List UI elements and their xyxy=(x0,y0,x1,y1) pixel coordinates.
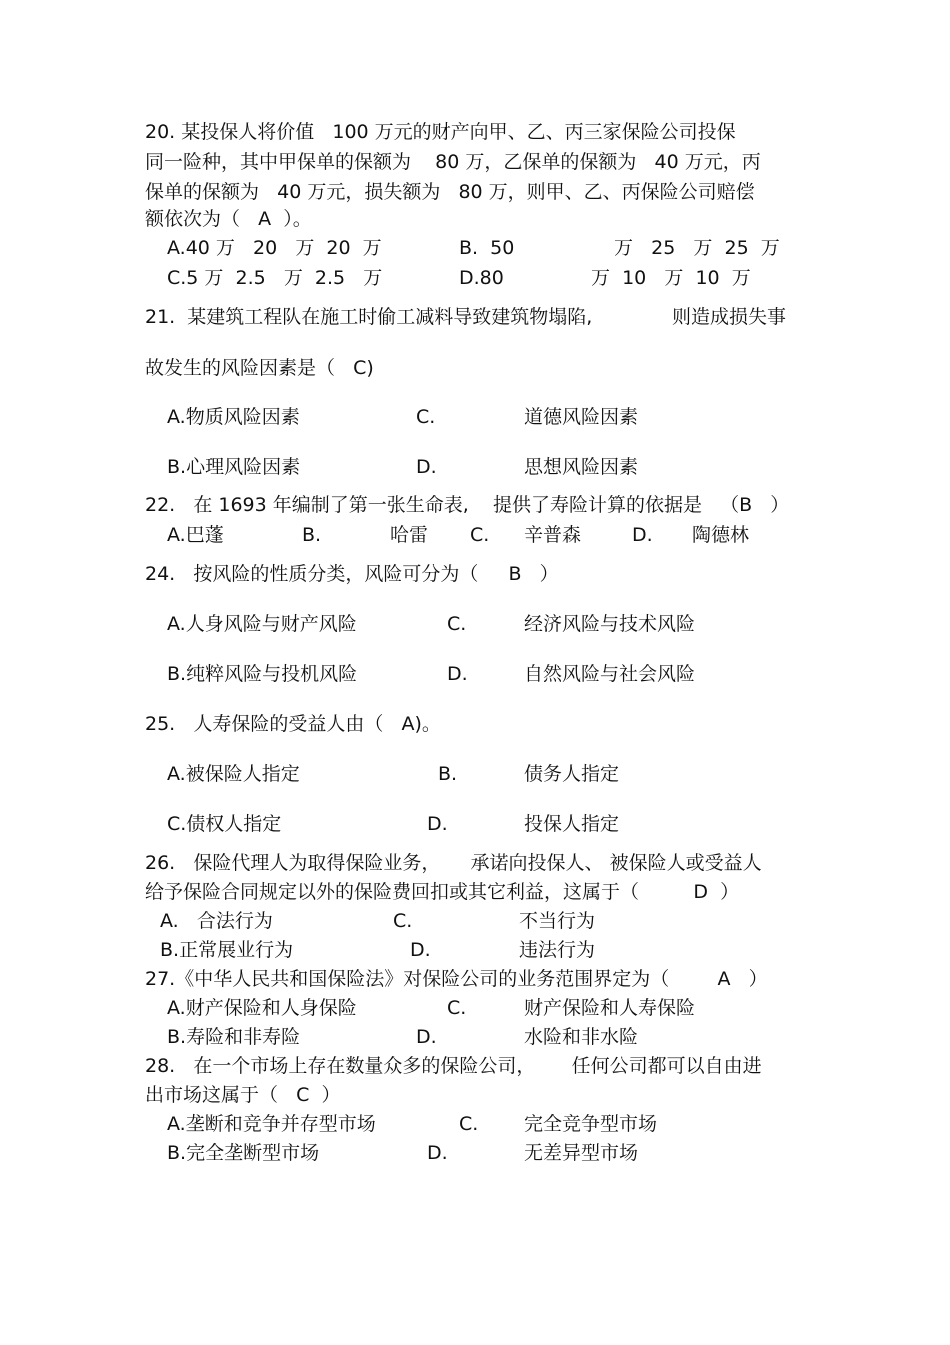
q24-line-1: 24. 按风险的性质分类，风险可分为（ B ） xyxy=(145,563,559,585)
q26-option-d-letter: D. xyxy=(410,939,431,961)
q21-option-c: 道德风险因素 xyxy=(524,406,639,428)
q26-option-d: 违法行为 xyxy=(519,939,596,961)
q20-option-d-cont: 万 10 万 10 万 xyxy=(591,267,751,289)
q25-option-b-letter: B. xyxy=(438,763,458,785)
q24-option-c-letter: C. xyxy=(447,613,467,635)
q20-line-2: 同一险种，其中甲保单的保额为 80 万，乙保单的保额为 40 万元，丙 xyxy=(145,151,761,173)
q28-option-d: 无差异型市场 xyxy=(524,1142,639,1164)
q27-option-a: A.财产保险和人身保险 xyxy=(167,997,357,1019)
q24-option-b: B.纯粹风险与投机风险 xyxy=(167,663,358,685)
q22-option-b: 哈雷 xyxy=(390,524,429,546)
q20-option-c: C.5 万 2.5 万 2.5 万 xyxy=(167,267,383,289)
q21-option-b: B.心理风险因素 xyxy=(167,456,301,478)
q27-option-b: B.寿险和非寿险 xyxy=(167,1026,301,1048)
q28-line-2: 出市场这属于（ C ） xyxy=(145,1084,341,1106)
q22-option-b-letter: B. xyxy=(302,524,322,546)
q27-line-1: 27.《中华人民共和国保险法》对保险公司的业务范围界定为（ A ） xyxy=(145,968,768,990)
q28-line-1: 28. 在一个市场上存在数量众多的保险公司， 任何公司都可以自由进 xyxy=(145,1055,762,1077)
q24-option-d-letter: D. xyxy=(447,663,468,685)
q25-option-a: A.被保险人指定 xyxy=(167,763,300,785)
q21-option-d: 思想风险因素 xyxy=(524,456,639,478)
q22-option-c: 辛普森 xyxy=(524,524,582,546)
q22-option-d-letter: D. xyxy=(632,524,653,546)
q20-option-d: D.80 xyxy=(459,267,504,289)
q20-line-1: 20. 某投保人将价值 100 万元的财产向甲、乙、丙三家保险公司投保 xyxy=(145,121,736,143)
q26-option-c: 不当行为 xyxy=(519,910,596,932)
q27-option-c-letter: C. xyxy=(447,997,467,1019)
q28-option-c-letter: C. xyxy=(459,1113,479,1135)
q28-option-b: B.完全垄断型市场 xyxy=(167,1142,320,1164)
q22-option-a: A.巴蓬 xyxy=(167,524,224,546)
q26-option-a: A. 合法行为 xyxy=(160,910,273,932)
q24-option-d: 自然风险与社会风险 xyxy=(524,663,696,685)
q26-line-2: 给予保险合同规定以外的保险费回扣或其它利益，这属于（ D ） xyxy=(145,881,740,903)
q24-option-a: A.人身风险与财产风险 xyxy=(167,613,357,635)
q20-line-3: 保单的保额为 40 万元，损失额为 80 万，则甲、乙、丙保险公司赔偿 xyxy=(145,181,755,203)
q26-line-1: 26. 保险代理人为取得保险业务， 承诺向投保人、 被保险人或受益人 xyxy=(145,852,762,874)
q28-option-d-letter: D. xyxy=(427,1142,448,1164)
q27-option-c: 财产保险和人寿保险 xyxy=(524,997,696,1019)
q21-line-2: 故发生的风险因素是（ C) xyxy=(145,357,374,379)
q28-option-a: A.垄断和竞争并存型市场 xyxy=(167,1113,376,1135)
q21-line-1-cont: 则造成损失事 xyxy=(672,306,787,328)
q21-option-d-letter: D. xyxy=(416,456,437,478)
q21-line-1: 21. 某建筑工程队在施工时偷工减料导致建筑物塌陷, xyxy=(145,306,593,328)
q25-option-d: 投保人指定 xyxy=(524,813,620,835)
q25-line-1: 25. 人寿保险的受益人由（ A)。 xyxy=(145,713,441,735)
q27-option-d-letter: D. xyxy=(416,1026,437,1048)
q25-option-b: 债务人指定 xyxy=(524,763,620,785)
q21-option-a: A.物质风险因素 xyxy=(167,406,300,428)
q20-option-a: A.40 万 20 万 20 万 xyxy=(167,237,382,259)
q22-line-1: 22. 在 1693 年编制了第一张生命表, 提供了寿险计算的依据是 （B ） xyxy=(145,494,790,516)
q20-line-4: 额依次为（ A ）。 xyxy=(145,208,312,230)
q22-option-d: 陶德林 xyxy=(692,524,750,546)
q22-option-c-letter: C. xyxy=(470,524,490,546)
q25-option-c: C.债权人指定 xyxy=(167,813,282,835)
q27-option-d: 水险和非水险 xyxy=(524,1026,639,1048)
q20-option-b: B. 50 xyxy=(459,237,515,259)
q26-option-c-letter: C. xyxy=(393,910,413,932)
q24-option-c: 经济风险与技术风险 xyxy=(524,613,696,635)
q28-option-c: 完全竞争型市场 xyxy=(524,1113,658,1135)
q21-option-c-letter: C. xyxy=(416,406,436,428)
q26-option-b: B.正常展业行为 xyxy=(160,939,294,961)
q20-option-b-cont: 万 25 万 25 万 xyxy=(614,237,780,259)
q25-option-d-letter: D. xyxy=(427,813,448,835)
